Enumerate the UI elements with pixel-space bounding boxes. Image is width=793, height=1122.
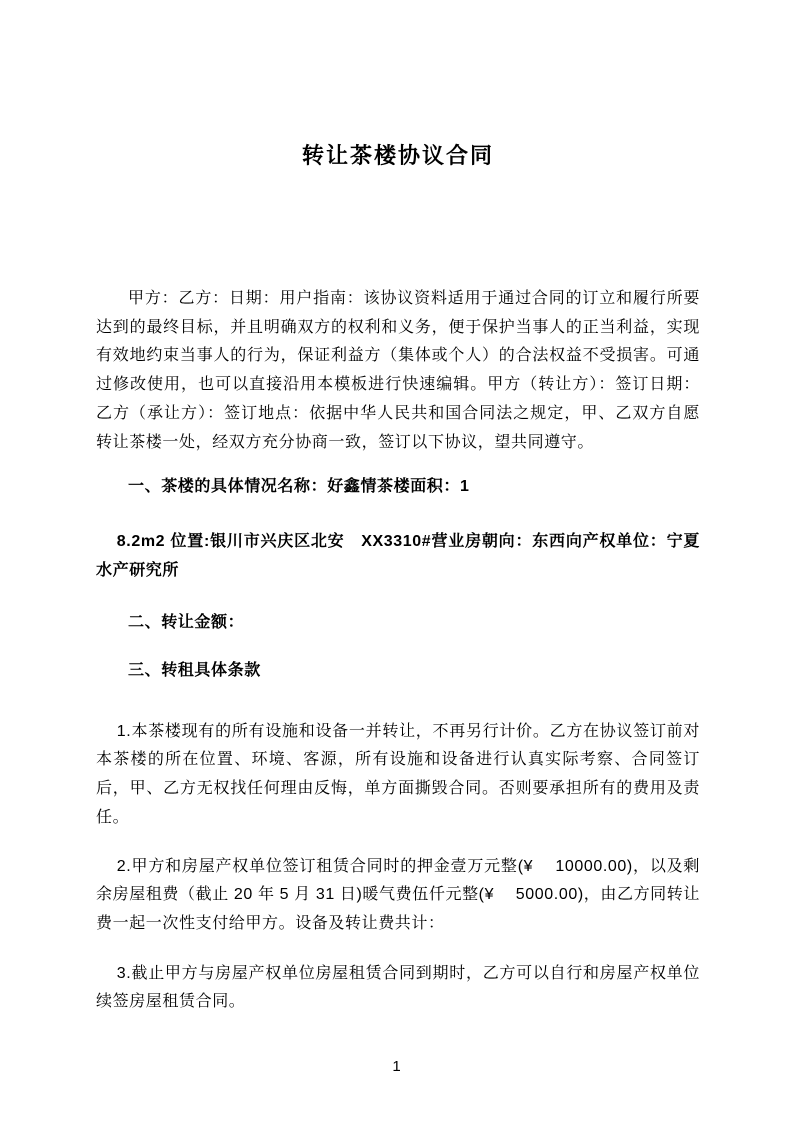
location-paragraph: 8.2m2 位置:银川市兴庆区北安 XX3310#营业房朝向：东西向产权单位：宁夏水产研究所 — [96, 532, 700, 579]
page-number: 1 — [392, 1058, 401, 1075]
section-heading-2: 二、转让金额： — [128, 614, 245, 632]
section-heading-3: 三、转租具体条款 — [128, 662, 261, 680]
intro-paragraph: 甲方：乙方：日期：用户指南：该协议资料适用于通过合同的订立和履行所要达到的最终目标，并且明确双方的权利和义务，便于保护当事人的正当利益，实现有效地约束当事人的行为，保证利益方（集体或个人）的合法权益不受损害。可通过修改使用，也可以直接沿用本模板进行快速编辑。甲方（转让方）：签订日期：乙方（承让方）：签订地点：依据中华人民共和国合同法之规定，甲、乙双方自愿转让茶楼一处，经双方充分协商一致，签订以下协议，望共同遵守。 — [96, 290, 700, 451]
clause-paragraph-2: 2.甲方和房屋产权单位签订租赁合同时的押金壹万元整(¥ 10000.00)，以及剩余房屋租费（截止 20 年 5 月 31 日)暖气费伍仟元整(¥ 5000.00)，由乙方同转让费一起一次性支付给甲方。设备及转让费共计： — [96, 857, 700, 932]
document-content — [96, 141, 700, 1017]
clause-paragraph-1: 1.本茶楼现有的所有设施和设备一并转让，不再另行计价。乙方在协议签订前对本茶楼的所在位置、环境、客源，所有设施和设备进行认真实际考察、合同签订后，甲、乙方无权找任何理由反悔，单方面撕毁合同。否则要承担所有的费用及责任。 — [96, 722, 700, 826]
document-title: 转让茶楼协议合同 — [301, 143, 494, 168]
section-heading-1: 一、茶楼的具体情况名称：好鑫情茶楼面积：1 — [128, 478, 470, 496]
clause-paragraph-3: 3.截止甲方与房屋产权单位房屋租赁合同到期时，乙方可以自行和房屋产权单位续签房屋租赁合同。 — [96, 964, 700, 1011]
